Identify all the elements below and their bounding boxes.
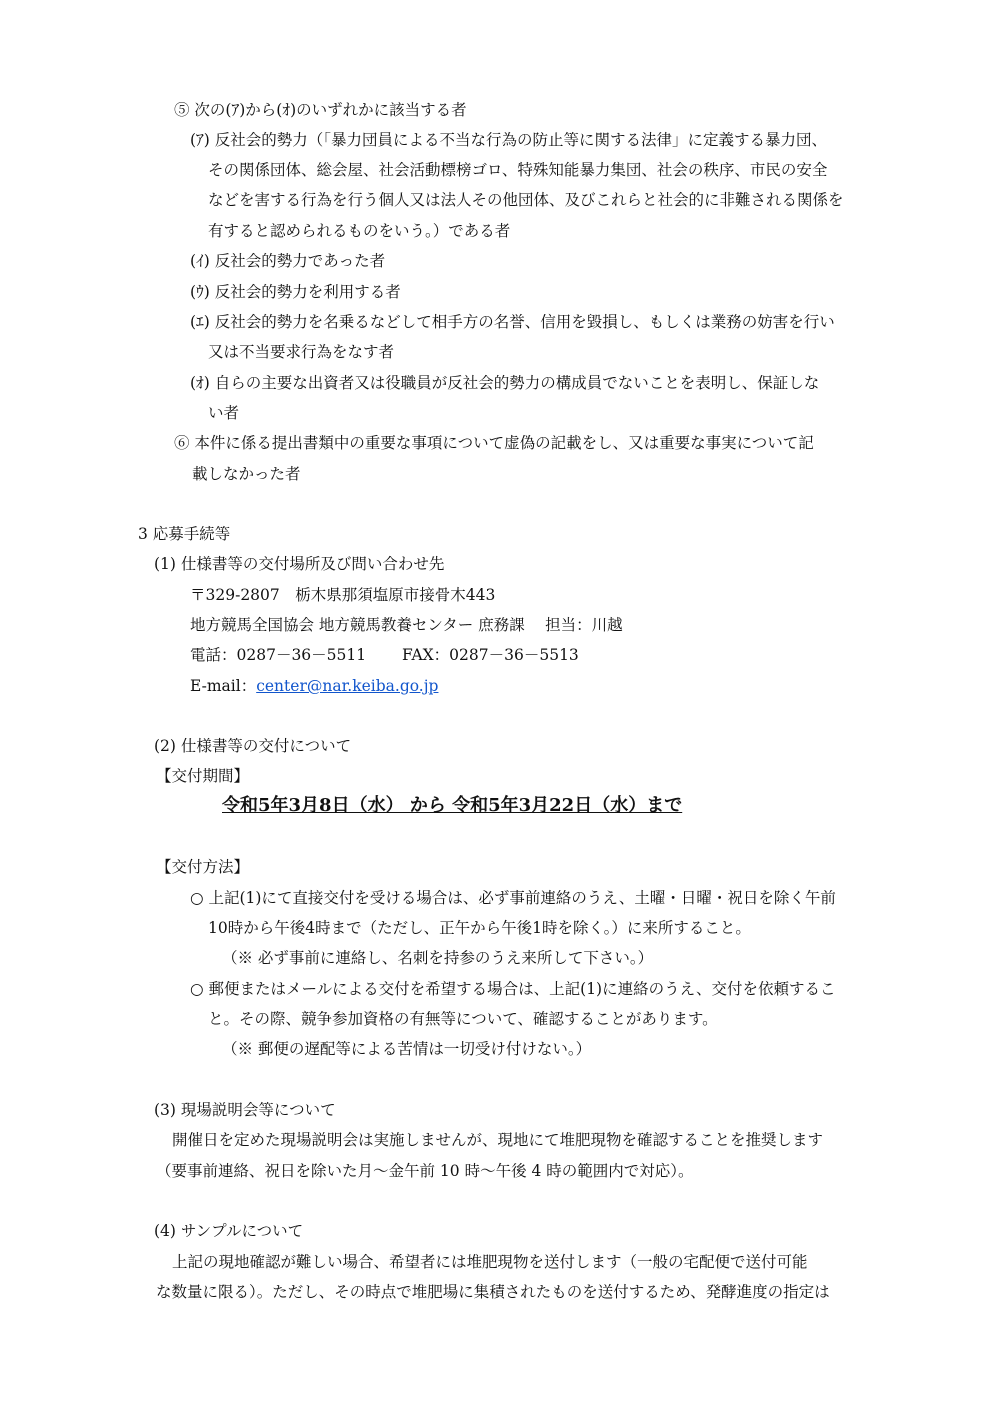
site-body-line1: 開催日を定めた現場説明会は実施しませんが、現地にて堆肥現物を確認することを推奨します [172, 1131, 824, 1149]
item5-o-line1: (ｵ) 自らの主要な出資者又は役職員が反社会的勢力の構成員でないことを表明し、保証しな [190, 374, 820, 392]
item5-a-line1: (ｱ) 反社会的勢力（「暴力団員による不当な行為の防止等に関する法律」に定義する暴力団、 [190, 131, 828, 149]
delivery-method-label: 【交付方法】 [156, 858, 250, 876]
method2-line2: と。その際、競争参加資格の有無等について、確認することがあります。 [208, 1010, 718, 1028]
contact-org: 地方競馬全国協会 地方競馬教養センター 庶務課 担当：川越 [190, 616, 623, 634]
sample-body-line2: な数量に限る）。ただし、その時点で堆肥場に集積されたものを送付するため、発酵進度の指定は [156, 1283, 830, 1301]
item5-e-line1: (ｴ) 反社会的勢力を名乗るなどして相手方の名誉、信用を毀損し、もしくは業務の妨害を行い [190, 313, 835, 331]
site-heading: (3) 現場説明会等について [154, 1101, 336, 1119]
item5-a-line4: 有すると認められるものをいう。）である者 [208, 222, 511, 240]
method1-line1: ○ 上記(1)にて直接交付を受ける場合は、必ず事前連絡のうえ、土曜・日曜・祝日を除く午前 [190, 889, 836, 907]
item6-line2: 載しなかった者 [192, 465, 301, 483]
item5-o-line2: い者 [208, 404, 240, 422]
method1-note: （※ 必ず事前に連絡し、名刺を持参のうえ来所して下さい。） [222, 949, 654, 967]
contact-phone-fax: 電話：0287－36－5511 FAX：0287－36－5513 [190, 646, 579, 664]
item5-i: (ｲ) 反社会的勢力であった者 [190, 252, 386, 270]
sample-heading: (4) サンプルについて [154, 1222, 304, 1240]
email-label: E-mail： [190, 677, 257, 695]
item5-u: (ｳ) 反社会的勢力を利用する者 [190, 283, 401, 301]
contact-heading: (1) 仕様書等の交付場所及び問い合わせ先 [154, 555, 445, 573]
method2-line1: ○ 郵便またはメールによる交付を希望する場合は、上記(1)に連絡のうえ、交付を依頼するこ [190, 980, 836, 998]
method1-line2: 10時から午後4時まで（ただし、正午から午後1時を除く。）に来所すること。 [208, 919, 751, 937]
item5-heading: ⑤ 次の(ｱ)から(ｵ)のいずれかに該当する者 [174, 101, 467, 119]
site-body-line2: （要事前連絡、祝日を除いた月～金午前 10 時～午後 4 時の範囲内で対応）。 [156, 1162, 694, 1180]
delivery-heading: (2) 仕様書等の交付について [154, 737, 352, 755]
delivery-period-label: 【交付期間】 [156, 767, 250, 785]
sample-body-line1: 上記の現地確認が難しい場合、希望者には堆肥現物を送付します（一般の宅配便で送付可能 [172, 1253, 808, 1271]
method2-note: （※ 郵便の遅配等による苦情は一切受け付けない。） [222, 1040, 592, 1058]
item6-line1: ⑥ 本件に係る提出書類中の重要な事項について虚偽の記載をし、又は重要な事実について記 [174, 434, 814, 452]
section-title: 3 応募手続等 [138, 525, 231, 543]
contact-address: 〒329-2807 栃木県那須塩原市接骨木443 [190, 586, 496, 604]
item5-a-line2: その関係団体、総会屋、社会活動標榜ゴロ、特殊知能暴力集団、社会の秩序、市民の安全 [208, 161, 828, 179]
email-link[interactable]: center@nar.keiba.go.jp [256, 677, 439, 695]
item5-e-line2: 又は不当要求行為をなす者 [208, 343, 395, 361]
contact-email-line [190, 676, 438, 696]
delivery-period: 令和5年3月8日（水） から 令和5年3月22日（水）まで [222, 795, 683, 816]
item5-a-line3: などを害する行為を行う個人又は法人その他団体、及びこれらと社会的に非難される関係を [208, 191, 844, 209]
